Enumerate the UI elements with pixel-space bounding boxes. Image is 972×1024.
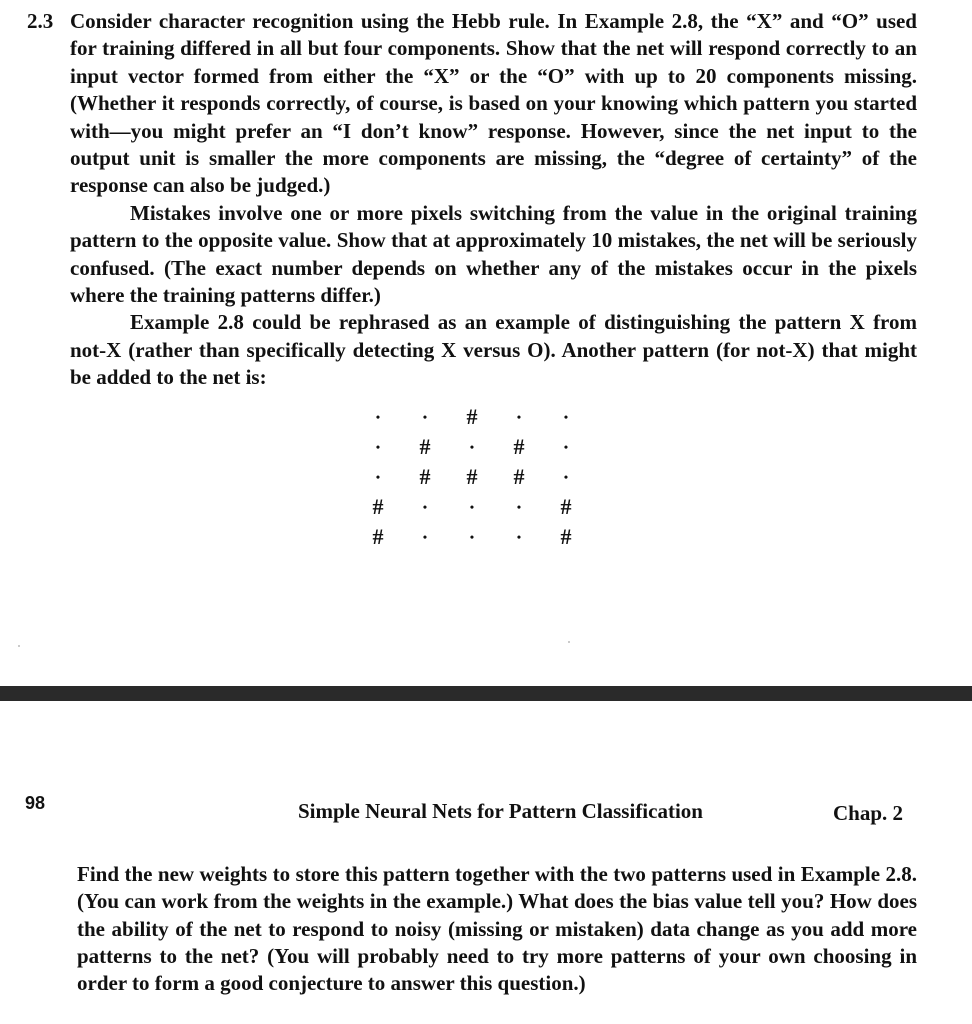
pattern-cell-off: • [563, 440, 569, 454]
pattern-cell-on: # [560, 494, 572, 519]
pattern-cell-on: # [466, 404, 478, 429]
pattern-cell-off: • [516, 500, 522, 514]
problem-paragraph-3: Example 2.8 could be rephrased as an example of distinguishing the pattern X from not-X (rather than specifically detecting X versus O). Another pattern (for not-X) that might be added to the net is: [70, 310, 917, 390]
pattern-cell-off: • [563, 470, 569, 484]
running-head: Simple Neural Nets for Pattern Classification [298, 799, 703, 823]
problem-2-3 [27, 8, 917, 392]
problem-paragraph-2: Mistakes involve one or more pixels switching from the value in the original training pattern to the opposite value. Show that at approximately 10 mistakes, the net will be seriously confused. (The exact number depends on whether any of the mistakes occur in the pixels where the training patterns differ.) [70, 200, 917, 308]
pattern-cell-off: • [516, 410, 522, 424]
pattern-cell-off: • [469, 530, 475, 544]
pattern-cell-off: • [375, 470, 381, 484]
pattern-cell-on: # [560, 524, 572, 549]
pattern-cell-on: # [513, 464, 525, 489]
continued-paragraph: Find the new weights to store this pattern together with the two patterns used in Example 2.8. (You can work from the weights in the example.) What does the bias value tell you? How does the ability of the net to respond to noisy (missing or mistaken) data change as you add more patterns to the net? (You will probably need to try more patterns of your own choosing in order to form a good conjecture to answer this question.) [77, 862, 917, 996]
pattern-cell-off: • [469, 440, 475, 454]
pattern-cell-off: • [563, 410, 569, 424]
pattern-cell-on: # [419, 434, 431, 459]
pattern-cell-off: • [375, 440, 381, 454]
pattern-cell-on: # [419, 464, 431, 489]
scan-speck [568, 641, 570, 643]
page-number: 98 [25, 793, 46, 813]
page-divider [0, 686, 972, 701]
pattern-cell-off: • [516, 530, 522, 544]
problem-text-1: Consider character recognition using the Hebb rule. In Example 2.8, the “X” and “O” used for training differed in all but four components. Show that the net will respond correctly to an input vector formed from either the “X” or the “O” with up to 20 components missing. (Whether it responds correctly, of course, is based on your knowing which pattern you started with—you might prefer an “I don’t know” response. However, since the net input to the output unit is smaller the more components are missing, the “degree of certainty” of the response can also be judged.) [70, 9, 917, 198]
pattern-cell-on: # [513, 434, 525, 459]
pattern-cell-on: # [372, 494, 384, 519]
problem-paragraph-1 [27, 8, 917, 200]
pattern-cell-on: # [372, 524, 384, 549]
pattern-cell-off: • [469, 500, 475, 514]
pattern-cell-on: # [466, 464, 478, 489]
pattern-cell-off: • [375, 410, 381, 424]
lower-page [0, 701, 972, 1024]
pattern-cell-off: • [422, 500, 428, 514]
scan-speck [18, 645, 20, 647]
pattern-cell-off: • [422, 410, 428, 424]
pattern-cell-off: • [422, 530, 428, 544]
chapter-label: Chap. 2 [833, 801, 904, 825]
problem-number: 2.3 [27, 9, 54, 33]
not-x-pattern-grid [355, 403, 595, 548]
